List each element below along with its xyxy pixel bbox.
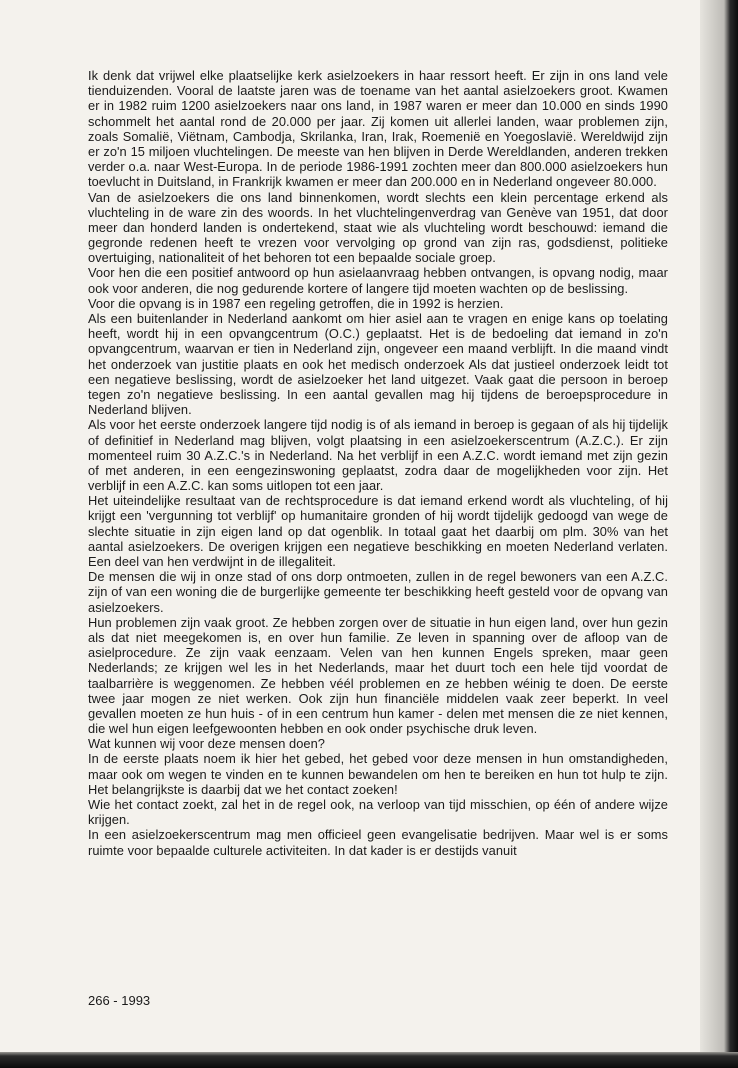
paragraph: In de eerste plaats noem ik hier het gebed, het gebed voor deze mensen in hun omstandigheden, maar ook om wegen te vinden en te kunnen bewandelen om hen te bereiken en hun tot hulp te zijn. Het belangrijkste is daarbij dat we het contact zoeken! xyxy=(88,751,668,797)
book-spine-edge xyxy=(700,0,738,1068)
scan-bottom-edge xyxy=(0,1052,738,1068)
paragraph: Als een buitenlander in Nederland aankomt om hier asiel aan te vragen en enige kans op toelating heeft, wordt hij in een opvangcentrum (O.C.) geplaatst. Het is de bedoeling dat iemand in zo'n opvangcentrum, waarvan er tien in Nederland zijn, ongeveer een maand verblijft. In die maand vindt het onderzoek van justitie plaats en ook het medisch onderzoek Als dat justieel onderzoek leidt tot een negatieve beslissing, wordt de asielzoeker het land uitgezet. Vaak gaat die persoon in beroep tegen zo'n negatieve beslissing. In een aantal gevallen mag hij tijdens de beroepsprocedure in Nederland blijven. xyxy=(88,311,668,418)
paragraph: Wie het contact zoekt, zal het in de regel ook, na verloop van tijd misschien, op één of andere wijze krijgen. xyxy=(88,797,668,828)
article-body xyxy=(88,68,668,858)
page-number: 266 - 1993 xyxy=(88,993,151,1008)
paragraph: Voor hen die een positief antwoord op hun asielaanvraag hebben ontvangen, is opvang nodig, maar ook voor anderen, die nog gedurende kortere of langere tijd moeten wachten op de beslissing. xyxy=(88,265,668,296)
paragraph: In een asielzoekerscentrum mag men officieel geen evangelisatie bedrijven. Maar wel is er soms ruimte voor bepaalde culturele activiteiten. In dat kader is er destijds vanuit xyxy=(88,827,668,858)
paragraph: Van de asielzoekers die ons land binnenkomen, wordt slechts een klein percentage erkend als vluchteling in de ware zin des woords. In het vluchtelingenverdrag van Genève van 1951, dat door meer dan honderd landen is ondertekend, staat wie als vluchteling wordt beschouwd: iemand die gegronde redenen heeft te vrezen voor vervolging op grond van zijn ras, godsdienst, politieke overtuiging, nationaliteit of het behoren tot een bepaalde sociale groep. xyxy=(88,189,668,266)
paragraph: Ik denk dat vrijwel elke plaatselijke kerk asielzoekers in haar ressort heeft. Er zijn in ons land vele tienduizenden. Vooral de laatste jaren was de toename van het aantal asielzoekers groot. Kwamen er in 1982 ruim 1200 asielzoekers naar ons land, in 1987 waren er meer dan 10.000 en sinds 1990 schommelt het aantal rond de 20.000 per jaar. Zij komen uit allerlei landen, waar problemen zijn, zoals Somalië, Viëtnam, Cambodja, Skrilanka, Iran, Irak, Roemenië en Yoegoslavië. Wereldwijd zijn er zo'n 15 miljoen vluchtelingen. De meeste van hen blijven in Derde Wereldlanden, anderen trekken verder o.a. naar West-Europa. In de periode 1986-1991 zochten meer dan 800.000 asielzoekers hun toevlucht in Duitsland, in Frankrijk kwamen er meer dan 200.000 en in Nederland ongeveer 80.000. xyxy=(88,68,668,190)
paragraph: Het uiteindelijke resultaat van de rechtsprocedure is dat iemand erkend wordt als vluchteling, of hij krijgt een 'vergunning tot verblijf' op humanitaire gronden of hij wordt tijdelijk gedoogd van wege de slechte situatie in zijn eigen land op dat ogenblik. In totaal gaat het daarbij om plm. 30% van het aantal asielzoekers. De overigen krijgen een negatieve beschikking en moeten Nederland verlaten. Een deel van hen verdwijnt in de illegaliteit. xyxy=(88,493,668,569)
paragraph: Voor die opvang is in 1987 een regeling getroffen, die in 1992 is herzien. xyxy=(88,295,504,311)
paragraph: Hun problemen zijn vaak groot. Ze hebben zorgen over de situatie in hun eigen land, over hun gezin als dat niet meegekomen is, en over hun familie. Ze leven in spanning over de afloop van de asielprocedure. Ze zijn vaak eenzaam. Velen van hen kunnen Engels spreken, maar geen Nederlands; ze krijgen wel les in het Nederlands, maar het duurt toch een hele tijd voordat de taalbarrière is weggenomen. Ze hebben véél problemen en ze hebben wéinig te doen. De eerste twee jaar mogen ze niet werken. Ook zijn hun financiële middelen vaak zeer beperkt. In veel gevallen moeten ze hun huis - of in een centrum hun kamer - delen met mensen die ze niet kennen, die wel hun eigen leefgewoonten hebben en ook onder psychische druk leven. xyxy=(88,614,668,737)
paragraph: De mensen die wij in onze stad of ons dorp ontmoeten, zullen in de regel bewoners van een A.Z.C. zijn of van een woning die de burgerlijke gemeente ter beschikking heeft gesteld voor de opvang van asielzoekers. xyxy=(88,569,668,615)
paragraph: Als voor het eerste onderzoek langere tijd nodig is of als iemand in beroep is gegaan of als hij tijdelijk of definitief in Nederland mag blijven, volgt plaatsing in een asielzoekerscentrum (A.Z.C.). Er zijn momenteel ruim 30 A.Z.C.'s in Nederland. Na het verblijf in een A.Z.C. wordt iemand met zijn gezin of met anderen, in een eengezinswoning geplaatst, zodra daar de mogelijkheden voor zijn. Het verblijf in een A.Z.C. kan soms uitlopen tot een jaar. xyxy=(88,417,668,494)
paragraph: Wat kunnen wij voor deze mensen doen? xyxy=(88,736,325,752)
